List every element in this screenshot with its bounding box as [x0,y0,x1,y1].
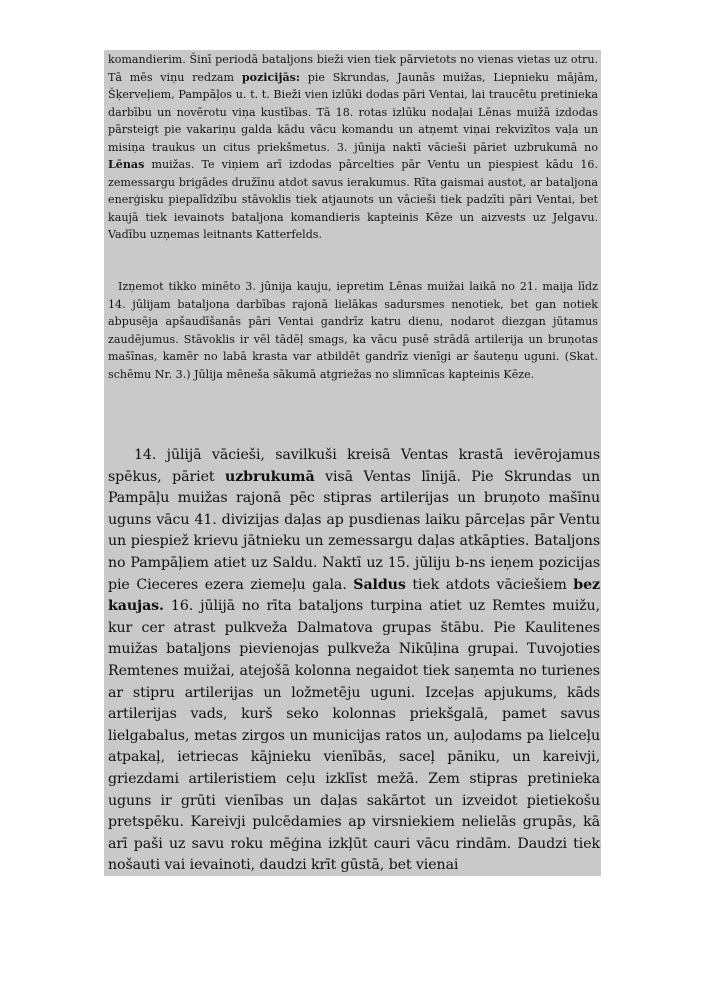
paragraph-3-text-d: 16. jūlijā no rīta bataljons turpina atiet uz Remtes muižu, kur cer atrast pulkveža Dalmatova grupas štābu. Pie Kaulitenes muižas bataljons pievienojas pulkveža Nikūļina grupai. Tuvojoties Remtenes muižai, atejošā kolonna negaidot tiek saņemta no turienes ar stipru artilerijas un ložmetēju uguni. Izceļas apjukums, kāds artilerijas vads, kurš seko kolonnas priekšgalā, pamet savus lielgabalus, metas zirgos un municijas ratos un, auļodams pa lielceļu atpakaļ, ietriecas kājnieku vienībās, saceļ pāniku, un kareivji, griezdami artileristiem ceļu izklīst mežā. Zem stipras pretinieka uguns ir grūti vienības un daļas sakārtot un izveidot pietiekošu pretspēku. Kareivji pulcēdamies ap virsniekiem nelielās grupās, kā arī paši uz savu roku mēģina izkļūt cauri vācu rindām. Daudzi tiek nošauti vai ievainoti, daudzi krīt gūstā, bet vienai [108,598,600,874]
paragraph-1-text-b: pie Skrundas, Jaunās muižas, Liepnieku mājām, Šķerveļiem, Pampāļos u. t. t. Bieži vien izlūki dodas pāri Ventai, lai traucētu pretinieka darbību un novērotu viņa kustības. Tā 18. rotas izlūku nodaļai Lēnas muižā izdodas pārsteigt pie vakariņu galda kādu vācu komandu un atņemt viņai rekvizītos vaļa un misiņa traukus un citus priekšmetus. 3. jūnija naktī vācieši pāriet uzbrukumā no [108,70,598,154]
paragraph-3-bold-b: Saldus [353,576,406,593]
scanned-page [104,50,601,876]
paragraph-2-text: Izņemot tikko minēto 3. jūnija kauju, iepretim Lēnas muižai laikā no 21. maija līdz 14. jūlijam bataljona darbības rajonā lielākas sadursmes nenotiek, bet gan notiek abpusēja apšaudīšanās pāri Ventai gandrīz katru dienu, nodarot diezgan jūtamus zaudējumus. Stāvoklis ir vēl tādēļ smags, ka vācu pusē strādā artilerija un bruņotas mašīnas, kamēr no labā krasta var atbildēt gandrīz vienīgi ar šauteņu uguni. (Skat. schēmu Nr. 3.) Jūlija mēneša sākumā atgriežas no slimnīcas kapteinis Kēze. [108,280,598,381]
paragraph-1-bold-b: Lēnas [108,158,145,171]
paragraph-3-bold-a: uzbrukumā [225,468,315,485]
paragraph-1-text-c: muižas. Te viņiem arī izdodas pārcelties pār Ventu un piespiest kādu 16. zemessargu brigādes družīnu atdot savus ierakumus. Rīta gaismai austot, ar bataljona enerģisku piepalīdzību stāvoklis tiek atjaunots un vācieši tiek padzīti pāri Ventai, bet kaujā tiek ievainots bataljona komandieris kapteinis Kēze un aizvests uz Jelgavu. Vadību uzņemas leitnants Katterfelds. [108,158,598,241]
paragraph-3-text-b: visā Ventas līnijā. Pie Skrundas un Pampāļu muižas rajonā pēc stipras artilerijas un bruņoto mašīnu uguns vācu 41. divizijas daļas ap pusdienas laiku pārceļas pār Ventu un piespiež krievu jātnieku un zemessargu daļas atkāpties. Bataljons no Pampāļiem atiet uz Saldu. Naktī uz 15. jūliju b-ns ieņem pozicijas pie Cieceres ezera ziemeļu gala. [108,468,600,593]
paragraph-3 [108,445,600,876]
paragraph-1-text-a: komandierim. Šinī periodā bataljons bieži vien tiek pārvietots no vienas vietas uz otru. Tā mēs viņu redzam [108,53,598,84]
paragraph-1 [108,51,598,244]
paragraph-3-text-c: tiek atdots vāciešiem [405,576,574,593]
paragraph-2 [108,278,598,383]
paragraph-3-text-a: 14. jūlijā vācieši, savilkuši kreisā Ventas krastā ievērojamus spēkus, pāriet [108,447,600,485]
paragraph-1-bold-a: pozicijās: [241,70,300,84]
paragraph-3-bold-c: bez kaujas. [108,576,600,615]
